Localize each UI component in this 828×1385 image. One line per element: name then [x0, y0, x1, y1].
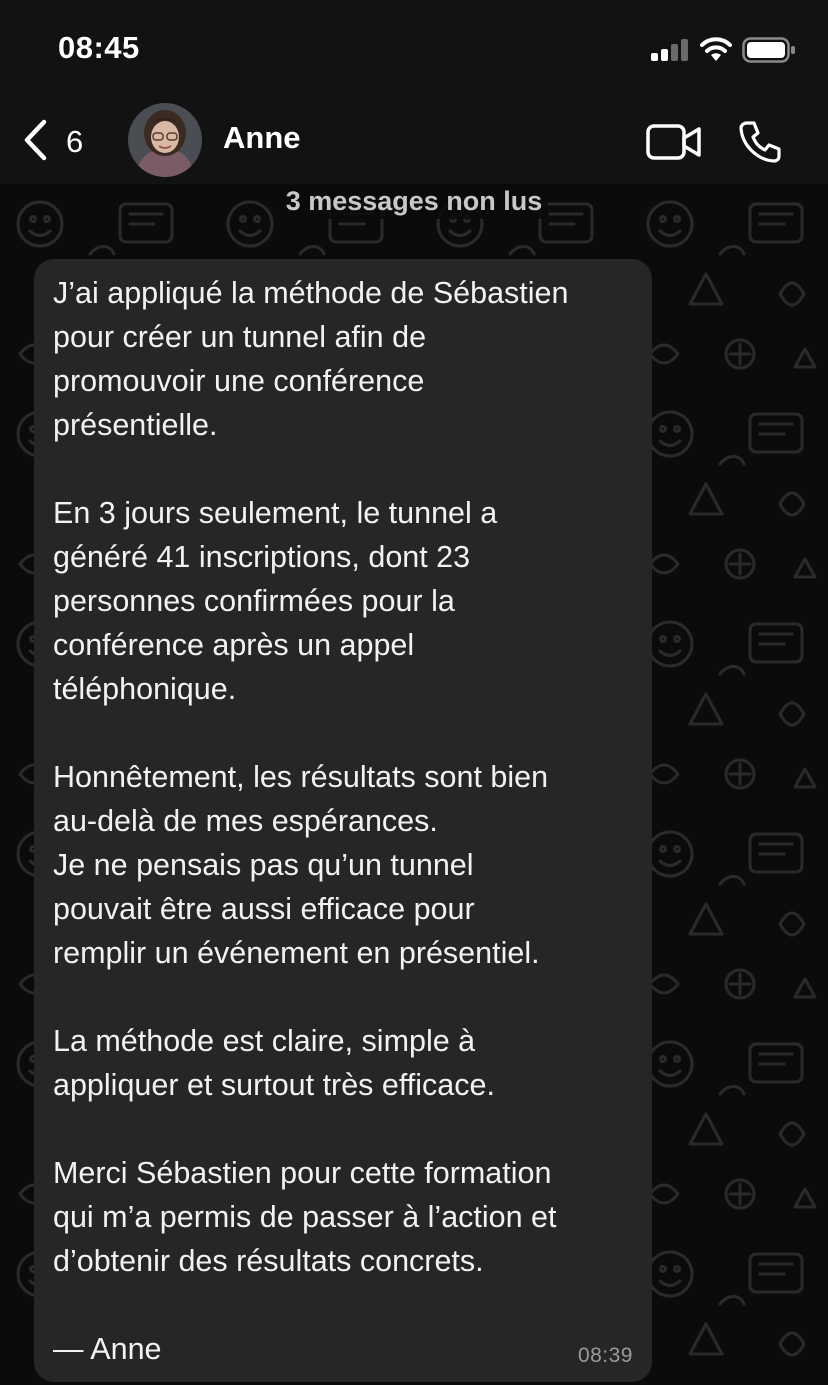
message-bubble[interactable] [34, 259, 652, 1382]
video-camera-icon[interactable] [645, 122, 703, 167]
cellular-signal-icon [651, 39, 689, 66]
message-text: J’ai appliqué la méthode de Sébastien pour créer un tunnel afin de promouvoir une conférence présentielle. En 3 jours seulement, le tunnel a généré 41 inscriptions, dont 23 personnes confirmées pour la conférence après un appel téléphonique. Honnêtement, les résultats sont bien au-delà de mes espérances. Je ne pensais pas qu’un tunnel pouvait être aussi efficace pour remplir un événement en présentiel. La méthode est claire, simple à appliquer et surtout très efficace. Merci Sébastien pour cette formation qui m’a permis de passer à l’action et d’obtenir des résultats concrets. — Anne [53, 276, 569, 1366]
message-timestamp: 08:39 [577, 1344, 633, 1367]
chat-header [0, 100, 828, 184]
wifi-icon [699, 36, 733, 67]
unread-messages-banner [0, 184, 828, 224]
battery-icon [742, 37, 796, 68]
status-bar [0, 0, 828, 100]
avatar[interactable] [128, 103, 202, 177]
back-button[interactable] [22, 114, 102, 170]
phone-icon[interactable] [737, 119, 783, 170]
unread-messages-label: 3 messages non lus [280, 184, 549, 219]
contact-name[interactable]: Anne [223, 120, 301, 155]
chevron-left-icon [22, 119, 48, 166]
status-time: 08:45 [58, 30, 140, 65]
unread-chats-count: 6 [66, 124, 84, 159]
